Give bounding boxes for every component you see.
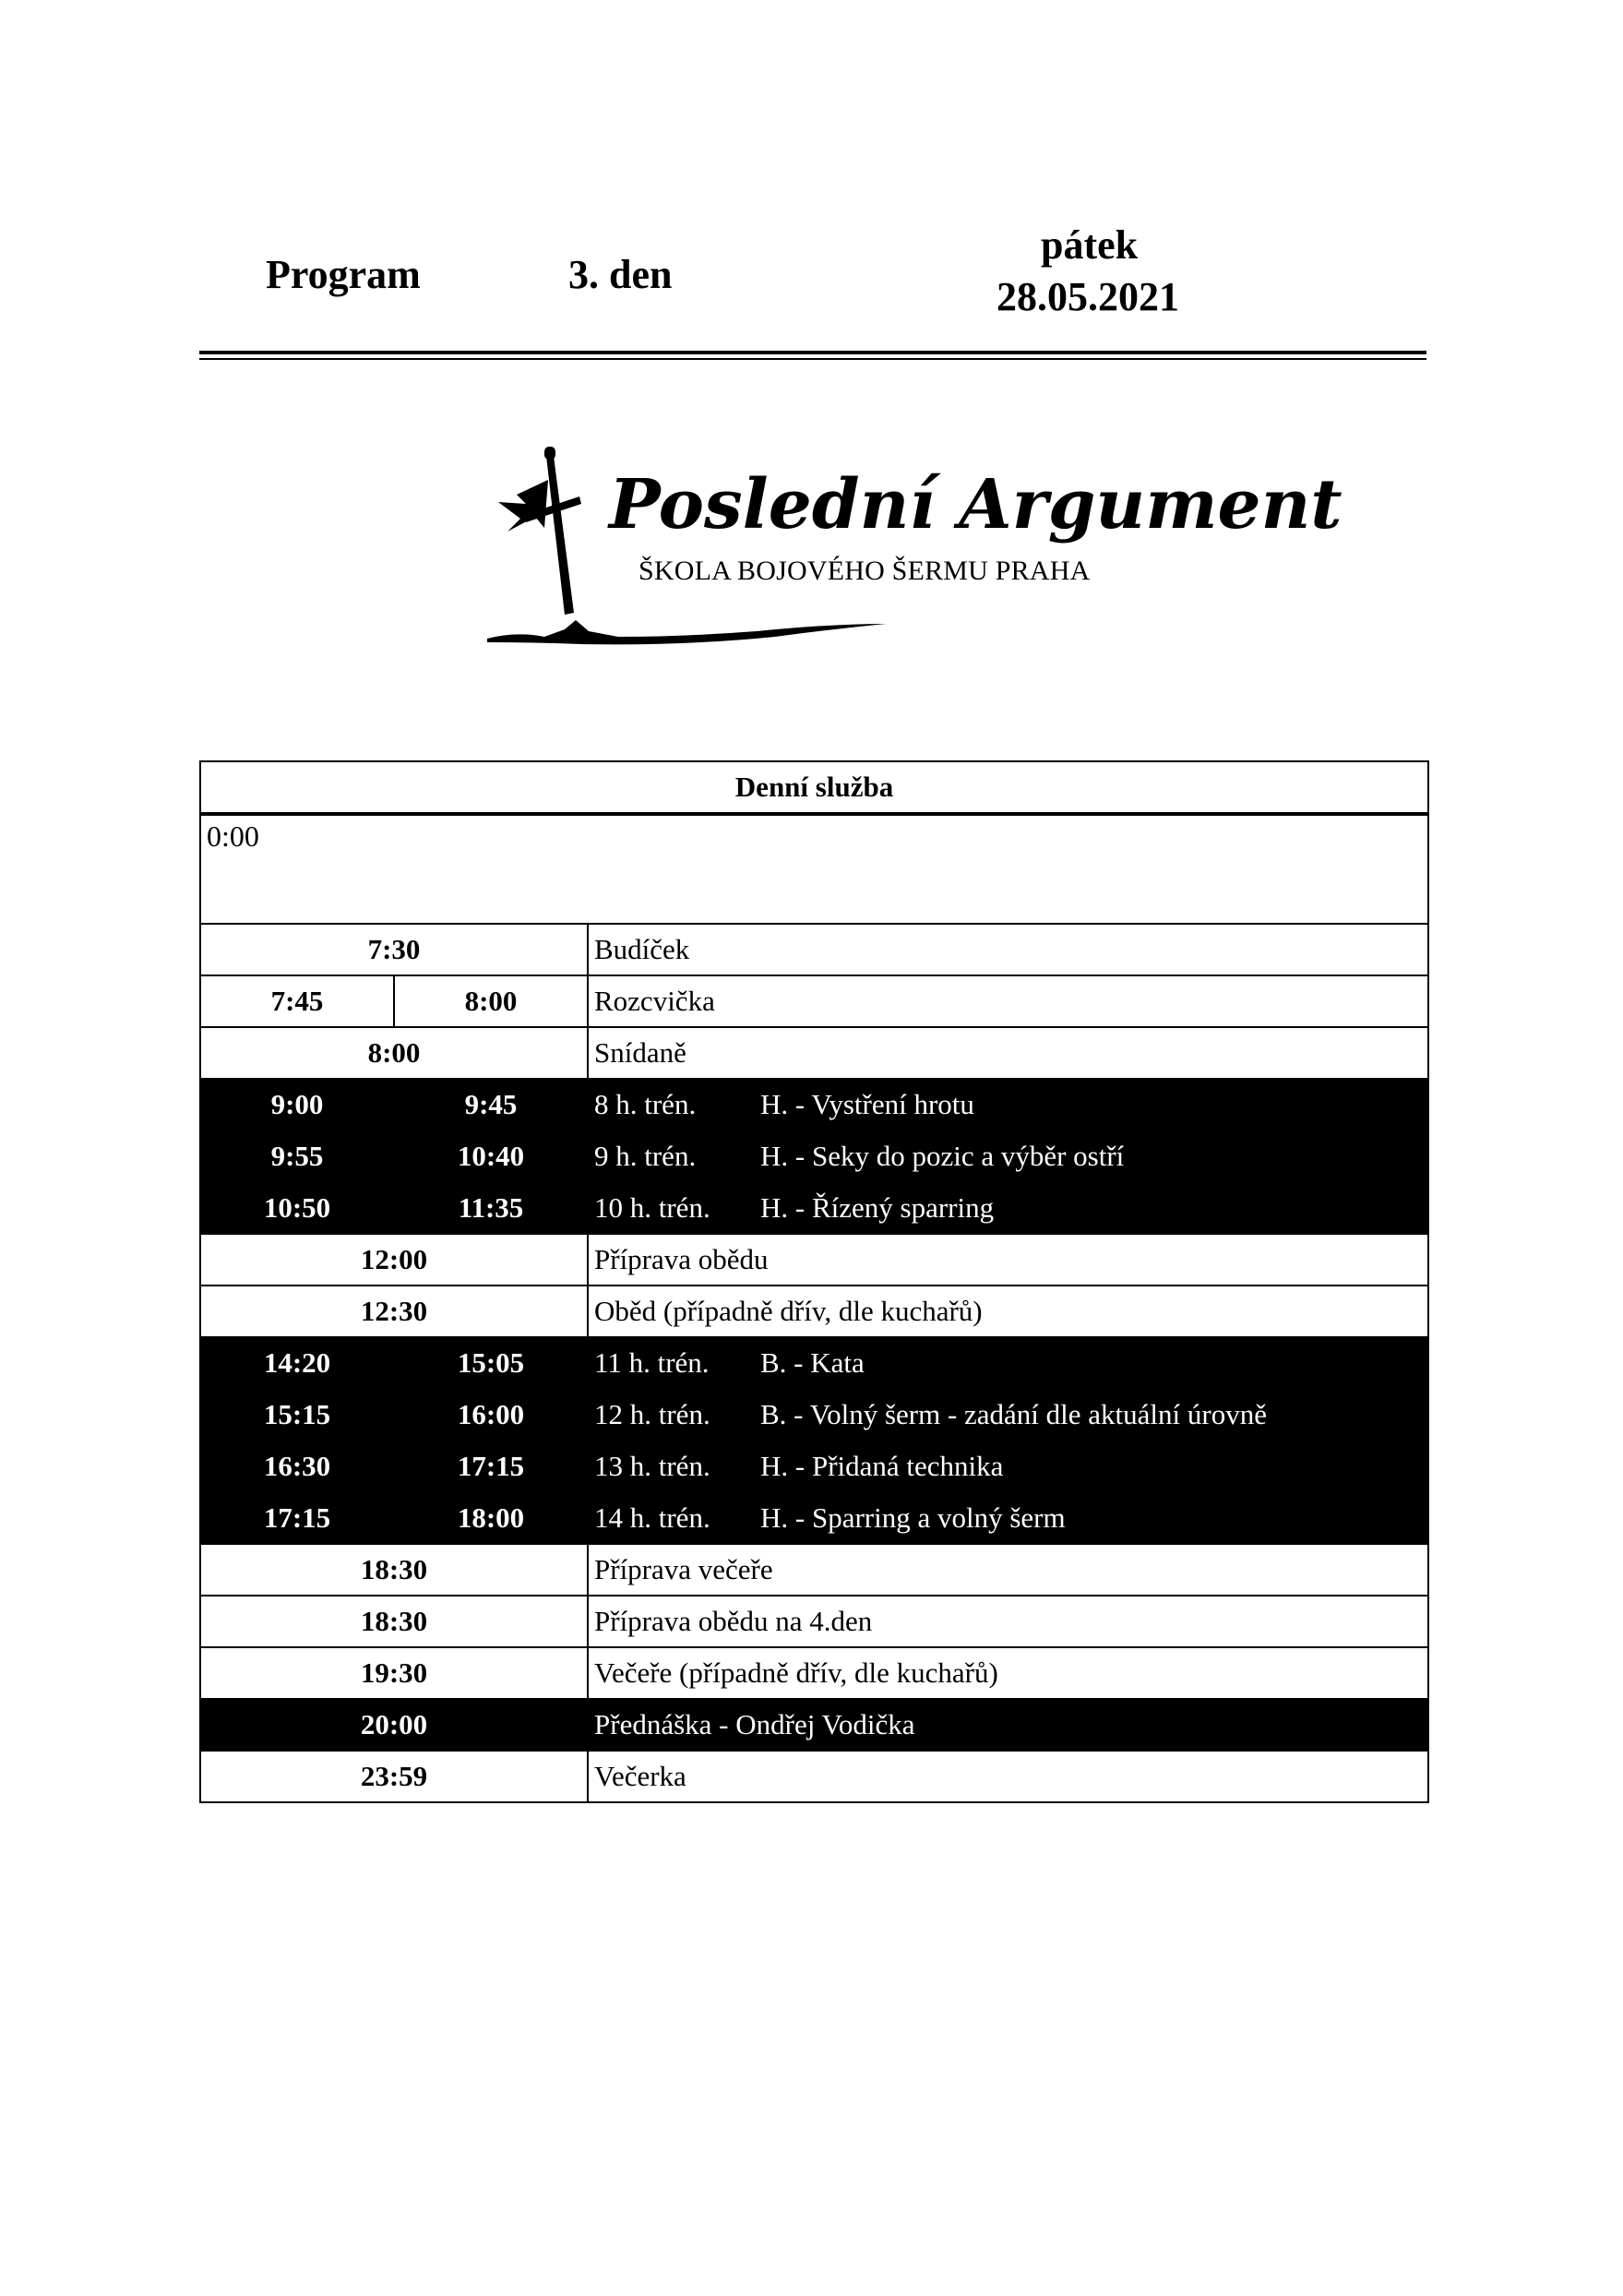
start-time: 20:00 [200, 1699, 588, 1751]
activity-cell [588, 1027, 1428, 1079]
schedule-row [200, 1027, 1428, 1079]
activity-label: H. - Sparring a volný šerm [760, 1501, 1066, 1534]
start-time: 8:00 [200, 1027, 588, 1079]
end-time: 17:15 [394, 1441, 588, 1492]
activity-cell [588, 1389, 1428, 1441]
activity-label: Snídaně [594, 1036, 686, 1069]
header-weekday: pátek [1041, 222, 1139, 268]
start-time: 18:30 [200, 1544, 588, 1596]
header-rule-thin [199, 358, 1426, 360]
activity-label: Oběd (případně dřív, dle kuchařů) [594, 1295, 983, 1327]
activity-cell [588, 975, 1428, 1027]
end-time: 15:05 [394, 1337, 588, 1389]
activity-cell [588, 1751, 1428, 1802]
activity-label: Přednáška - Ondřej Vodička [594, 1708, 915, 1740]
end-time: 18:00 [394, 1492, 588, 1544]
activity-cell [588, 1130, 1428, 1182]
training-code: 14 h. trén. [594, 1501, 710, 1534]
activity-cell [588, 1699, 1428, 1751]
schedule-row [200, 1079, 1428, 1130]
schedule-heading-row [200, 761, 1428, 814]
start-time: 19:30 [200, 1647, 588, 1699]
schedule-row [200, 1596, 1428, 1647]
schedule-row [200, 1182, 1428, 1234]
schedule-row [200, 1751, 1428, 1802]
activity-cell [588, 924, 1428, 975]
schedule-row [200, 1441, 1428, 1492]
header-day: 3. den [568, 252, 673, 297]
activity-label: Příprava večeře [594, 1553, 773, 1585]
activity-cell [588, 1441, 1428, 1492]
start-time: 12:30 [200, 1286, 588, 1337]
activity-label: Večerka [594, 1760, 686, 1792]
duty-row [200, 814, 1428, 924]
activity-cell [588, 1182, 1428, 1234]
activity-label: H. - Řízený sparring [760, 1191, 995, 1224]
start-time: 12:00 [200, 1234, 588, 1286]
activity-cell [588, 1286, 1428, 1337]
start-time: 15:15 [200, 1389, 394, 1441]
schedule-row [200, 1647, 1428, 1699]
end-time: 10:40 [394, 1130, 588, 1182]
activity-cell [588, 1234, 1428, 1286]
training-code: 8 h. trén. [594, 1088, 697, 1120]
header-date: 28.05.2021 [996, 274, 1179, 319]
duty-time: 0:00 [200, 814, 1428, 924]
end-time: 11:35 [394, 1182, 588, 1234]
header-program: Program [266, 252, 421, 297]
activity-label: Večeře (případně dřív, dle kuchařů) [594, 1656, 998, 1689]
activity-label: H. - Seky do pozic a výběr ostří [760, 1140, 1125, 1172]
activity-cell [588, 1544, 1428, 1596]
activity-cell [588, 1596, 1428, 1647]
end-time: 16:00 [394, 1389, 588, 1441]
activity-label: B. - Volný šerm - zadání dle aktuální úrovně [760, 1398, 1267, 1430]
schedule-row [200, 975, 1428, 1027]
start-time: 16:30 [200, 1441, 394, 1492]
training-code: 12 h. trén. [594, 1398, 710, 1430]
start-time: 9:00 [200, 1079, 394, 1130]
activity-label: Budíček [594, 933, 690, 965]
activity-label: Rozcvička [594, 985, 715, 1017]
start-time: 18:30 [200, 1596, 588, 1647]
start-time: 14:20 [200, 1337, 394, 1389]
start-time: 17:15 [200, 1492, 394, 1544]
schedule-row [200, 1286, 1428, 1337]
start-time: 7:45 [200, 975, 394, 1027]
schedule-table [199, 760, 1429, 1803]
schedule-row [200, 1130, 1428, 1182]
activity-label: H. - Vystření hrotu [760, 1088, 974, 1120]
training-code: 10 h. trén. [594, 1191, 710, 1224]
schedule-row [200, 1234, 1428, 1286]
activity-label: B. - Kata [760, 1346, 865, 1379]
schedule-row [200, 924, 1428, 975]
training-code: 11 h. trén. [594, 1346, 710, 1379]
activity-label: Příprava obědu na 4.den [594, 1605, 873, 1637]
schedule-row [200, 1544, 1428, 1596]
logo-subtitle: ŠKOLA BOJOVÉHO ŠERMU PRAHA [638, 556, 1091, 586]
start-time: 7:30 [200, 924, 588, 975]
schedule-row [200, 1337, 1428, 1389]
training-code: 9 h. trén. [594, 1140, 697, 1172]
end-time: 9:45 [394, 1079, 588, 1130]
schedule-heading: Denní služba [200, 761, 1428, 814]
activity-cell [588, 1647, 1428, 1699]
header-rule-thick [199, 351, 1426, 354]
logo-title: Poslední Argument [609, 465, 1343, 544]
schedule-row [200, 1492, 1428, 1544]
school-logo [480, 439, 1343, 661]
start-time: 23:59 [200, 1751, 588, 1802]
activity-label: Příprava obědu [594, 1243, 769, 1275]
activity-cell [588, 1337, 1428, 1389]
start-time: 10:50 [200, 1182, 394, 1234]
end-time: 8:00 [394, 975, 588, 1027]
training-code: 13 h. trén. [594, 1450, 710, 1482]
sword-icon [480, 439, 1343, 661]
start-time: 9:55 [200, 1130, 394, 1182]
schedule-row [200, 1699, 1428, 1751]
activity-label: H. - Přidaná technika [760, 1450, 1004, 1482]
activity-cell [588, 1079, 1428, 1130]
schedule-row [200, 1389, 1428, 1441]
activity-cell [588, 1492, 1428, 1544]
